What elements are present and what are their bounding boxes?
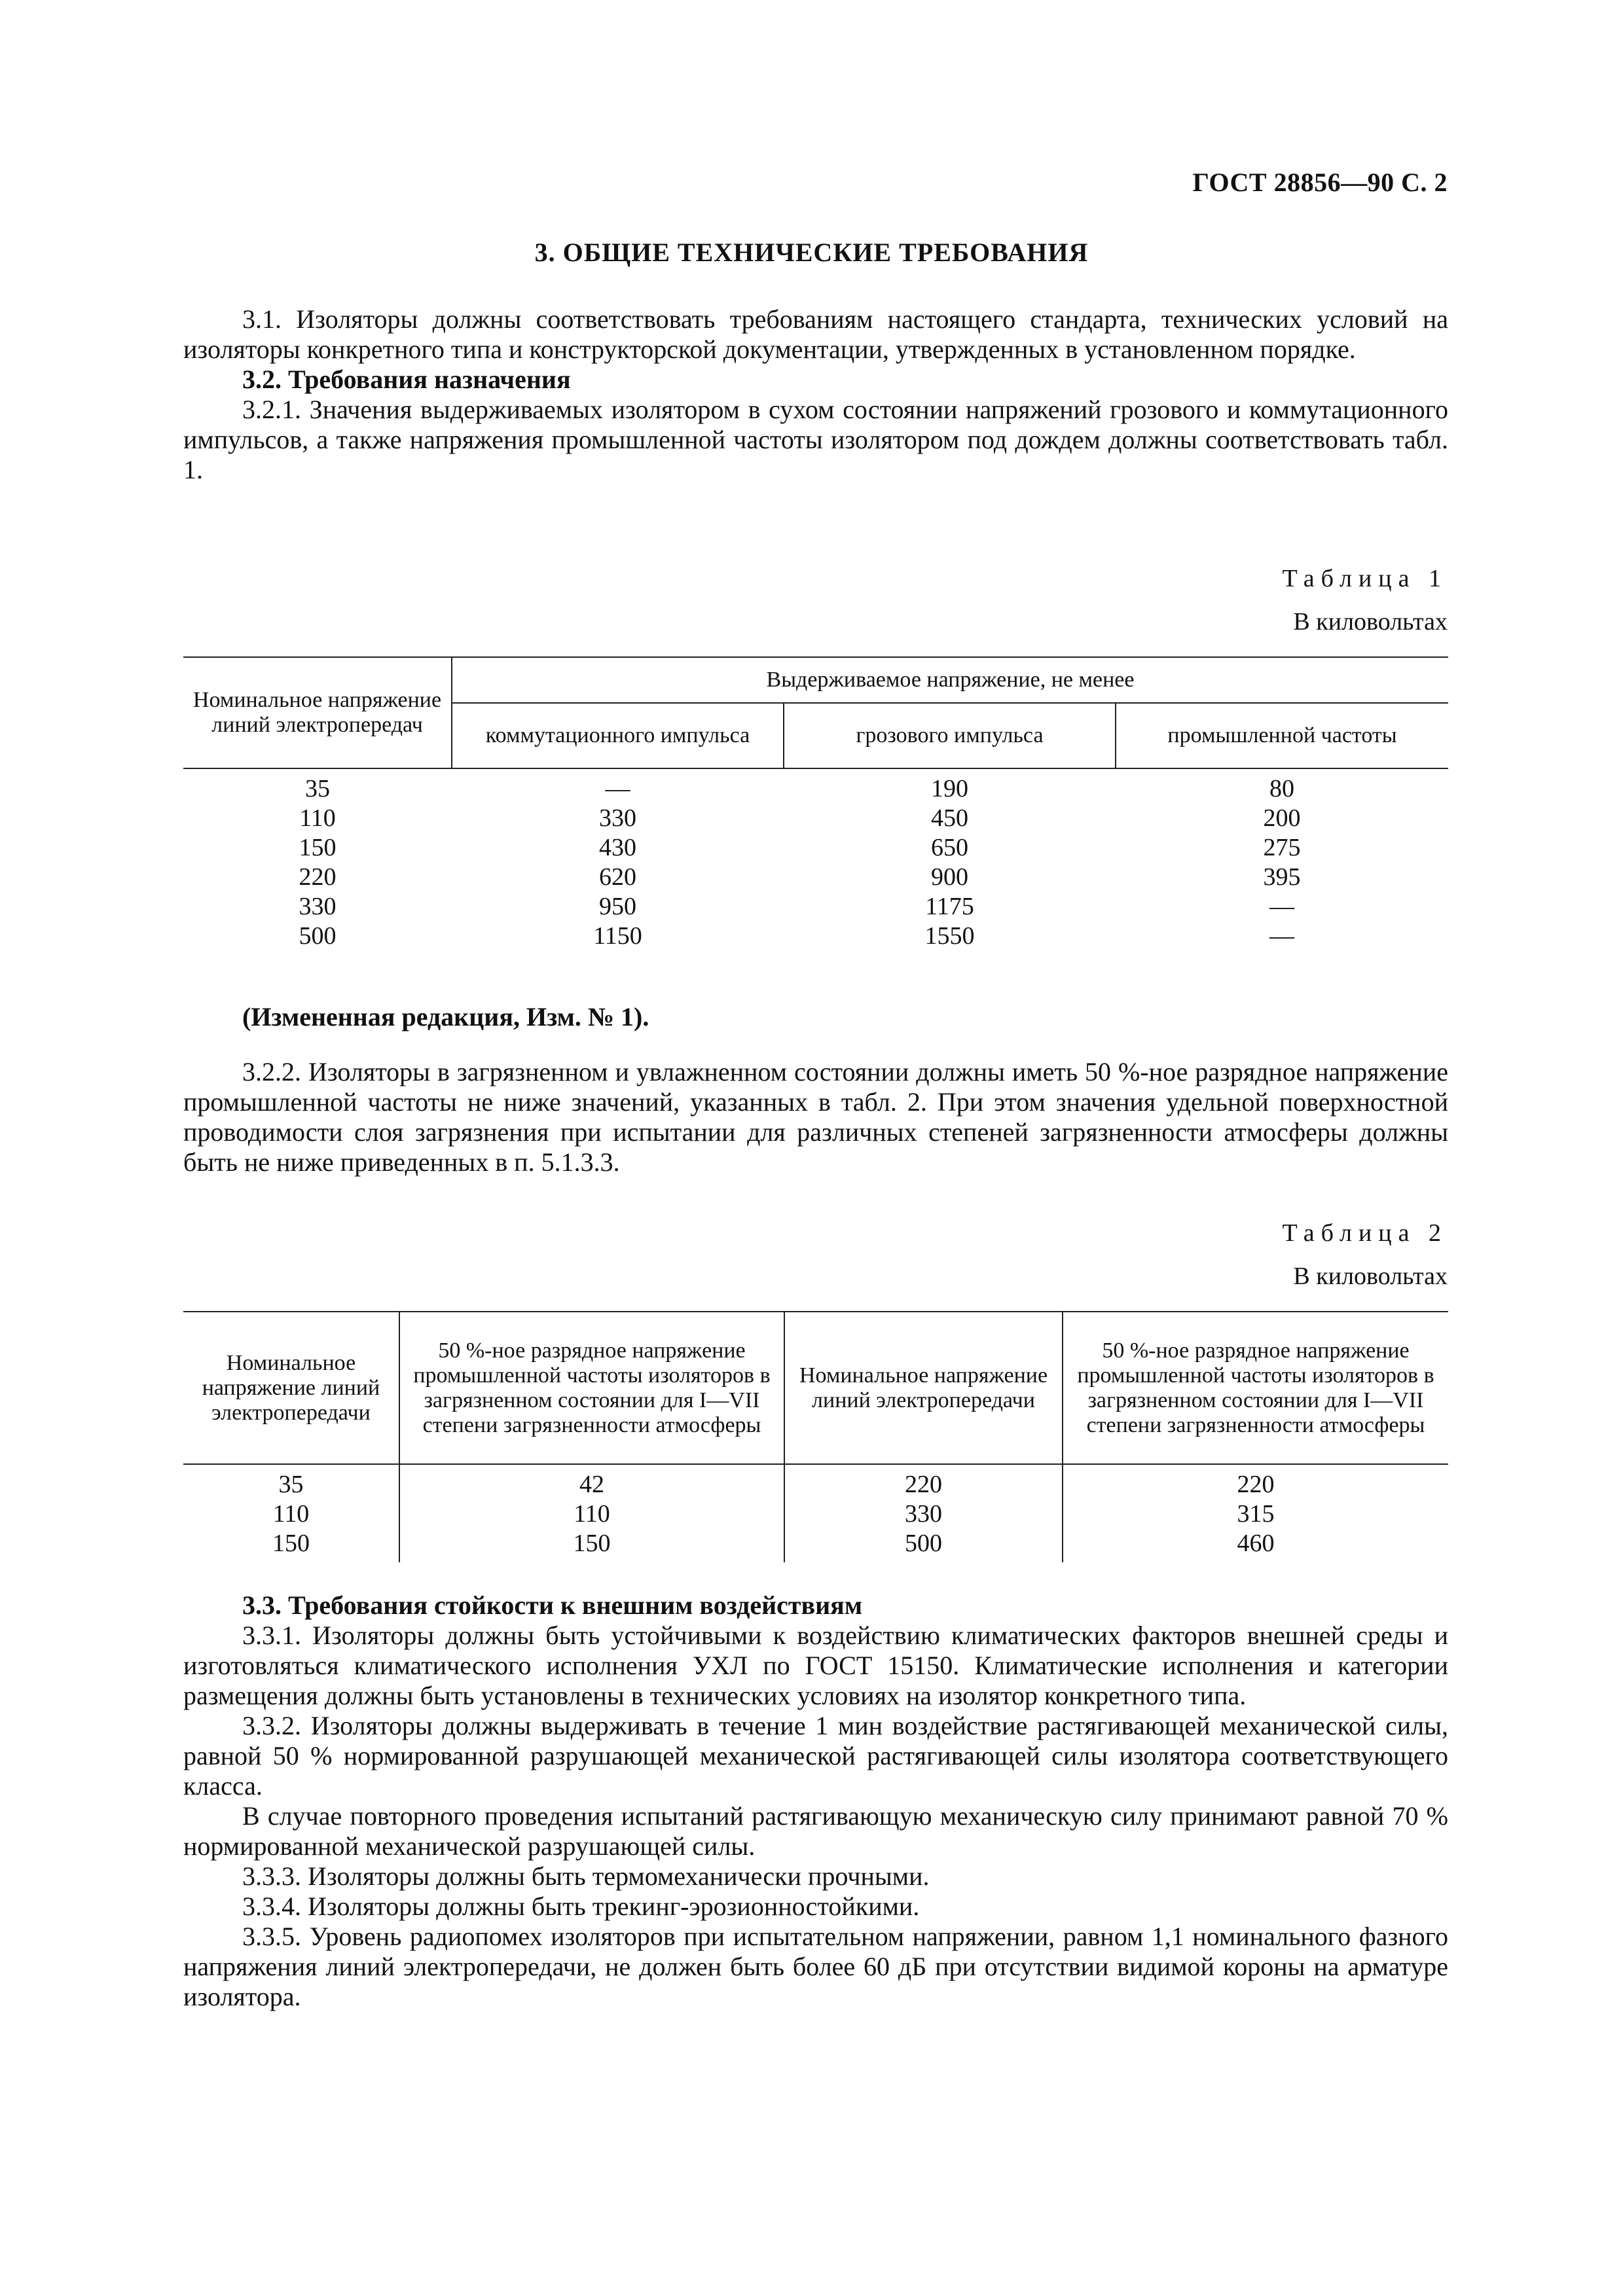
table-row: 500 1150 1550 —	[299, 922, 1294, 950]
table1-label: Таблица 1	[1282, 565, 1448, 592]
amendment-note: (Измененная редакция, Изм. № 1).	[242, 1002, 649, 1031]
intro-text	[183, 304, 1448, 485]
page-header: ГОСТ 28856—90 С. 2	[1192, 168, 1448, 197]
table2-col1-header: 50 %-ное разрядное напряжение промышленной частоты изоляторов в загрязненном состоянии для I—VII степени загрязненности атмосферы	[399, 1312, 784, 1464]
paragraph-3-2-2: 3.2.2. Изоляторы в загрязненном и увлажненном состоянии должны иметь 50 %-ное разрядное напряжение промышленной частоты не ниже значений, указанных в табл. 2. При этом значения удельной поверхностной проводимости слоя загрязнения при испытании для различных степеней загрязненности атмосферы должны быть не ниже приведенных в п. 5.1.3.3.	[183, 1057, 1448, 1177]
table1-col2-header: грозового импульса	[784, 703, 1116, 768]
paragraph-3-3-5: 3.3.5. Уровень радиопомех изоляторов при испытательном напряжении, равном 1,1 номинального фазного напряжения линий электропередачи, не должен быть более 60 дБ при отсутствии видимой короны на арматуре изолятора.	[183, 1922, 1448, 2011]
table-row: 35 — 190 80	[305, 775, 1294, 802]
table2-col3-header: 50 %-ное разрядное напряжение промышленной частоты изоляторов в загрязненном состоянии для I—VII степени загрязненности атмосферы	[1063, 1312, 1448, 1464]
table2-col0-header: Номинальное напряжение линий электропередачи	[202, 1350, 380, 1425]
section-title: 3. ОБЩИЕ ТЕХНИЧЕСКИЕ ТРЕБОВАНИЯ	[534, 238, 1089, 267]
table1-units: В киловольтах	[1293, 608, 1448, 636]
paragraph-3-1: 3.1. Изоляторы должны соответствовать требованиям настоящего стандарта, технических условий на изоляторы конкретного типа и конструкторской документации, утвержденных в установленном порядке.	[183, 304, 1448, 364]
paragraph-3-3-2-continued: В случае повторного проведения испытаний растягивающую механическую силу принимают равной 70 % нормированной механической разрушающей силы.	[183, 1801, 1448, 1861]
table1-col1-header: коммутационного импульса	[452, 703, 784, 768]
table2-col2-header: Номинальное напряжение линий электропередачи	[784, 1312, 1063, 1464]
heading-3-3: 3.3. Требования стойкости к внешним воздействиям	[242, 1590, 863, 1620]
table-row: 150 430 650 275	[299, 834, 1301, 861]
table-2	[183, 1311, 1448, 1562]
paragraph-3-3-1: 3.3.1. Изоляторы должны быть устойчивыми к воздействию климатических факторов внешней среды и изготовляться климатического исполнения УХЛ по ГОСТ 15150. Климатические исполнения и категории размещения должны быть установлены в технических условиях на изолятор конкретного типа.	[183, 1621, 1448, 1710]
table-row: 110 110 330 315	[183, 1499, 1448, 1529]
paragraph-3-3-2: 3.3.2. Изоляторы должны выдерживать в течение 1 мин воздействие растягивающей механической силы, равной 50 % нормированной разрушающей механической растягивающей силы изолятора соответствующего класса.	[183, 1711, 1448, 1801]
table2-units: В киловольтах	[1293, 1263, 1448, 1290]
paragraph-3-3-3: 3.3.3. Изоляторы должны быть термомеханически прочными.	[242, 1861, 930, 1891]
table-row: 110 330 450 200	[299, 804, 1301, 832]
paragraph-3-3-4: 3.3.4. Изоляторы должны быть трекинг-эрозионностойкими.	[242, 1892, 920, 1921]
paragraph-3-2-1: 3.2.1. Значения выдерживаемых изолятором в сухом состоянии напряжений грозового и коммутационного импульсов, а также напряжения промышленной частоты изолятором под дождем должны соответствовать табл. 1.	[183, 395, 1448, 484]
heading-3-2: 3.2. Требования назначения	[242, 365, 571, 394]
table-row: 330 950 1175 —	[299, 893, 1294, 920]
paragraph-3-2-2-block	[183, 1057, 1448, 1177]
table-row: 150 150 500 460	[183, 1529, 1448, 1562]
section-3-3-block	[183, 1590, 1448, 2012]
table-row: 220 620 900 395	[299, 863, 1301, 891]
table2-label: Таблица 2	[1282, 1219, 1448, 1247]
table-1	[183, 656, 1448, 951]
table1-col3-header: промышленной частоты	[1116, 703, 1448, 768]
table1-group-header: Выдерживаемое напряжение, не менее	[452, 657, 1448, 703]
table1-col0-header: Номинальное напряжение линий электропередач	[183, 657, 452, 768]
table-row: 35 42 220 220	[183, 1464, 1448, 1499]
